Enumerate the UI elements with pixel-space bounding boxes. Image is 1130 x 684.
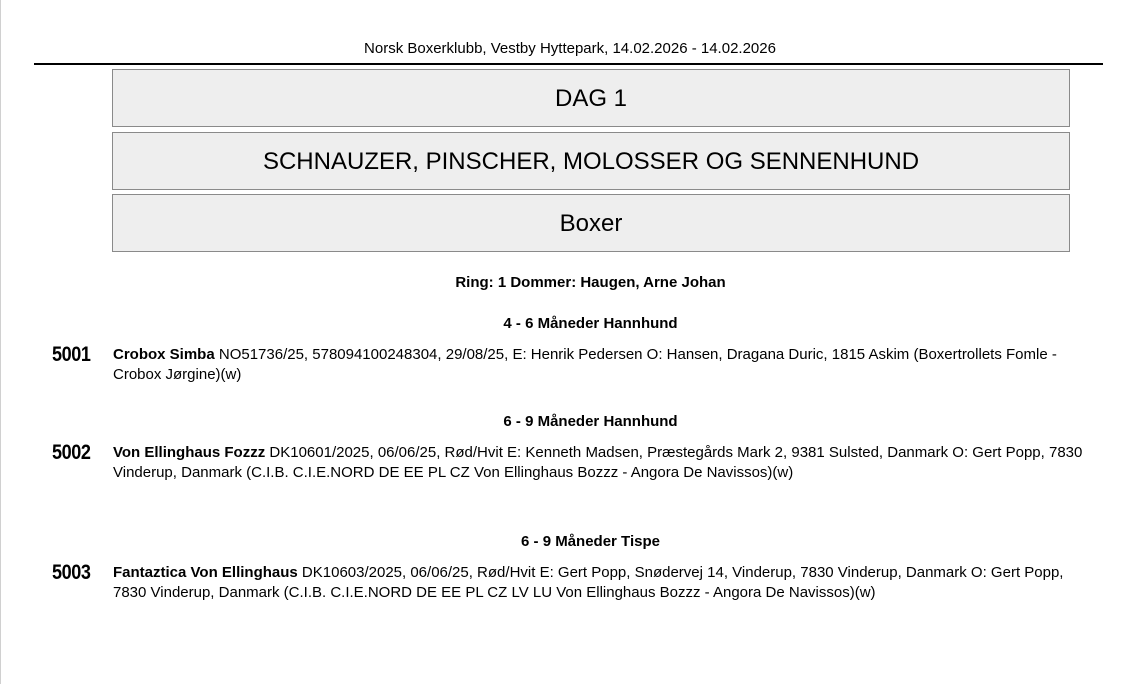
page-border	[0, 0, 1, 684]
dog-details: DK10603/2025, 06/06/25, Rød/Hvit E: Gert Popp, Snødervej 14, Vinderup, 7830 Vinderup, Danmark O: Gert Popp, 7830 Vinderup, Danmark (C.I.B. C.I.E.NORD DE EE PL CZ LV LU Von Ellinghaus Bozzz - Angora De Navissos)(w)	[113, 564, 1064, 601]
catalog-header: Norsk Boxerklubb, Vestby Hyttepark, 14.02.2026 - 14.02.2026	[364, 40, 776, 57]
ring-judge-line: Ring: 1 Dommer: Haugen, Arne Johan	[455, 274, 726, 291]
dog-name: Fantaztica Von Ellinghaus	[113, 564, 298, 581]
day-banner: DAG 1	[112, 69, 1070, 127]
catalog-number: 5003	[52, 561, 91, 584]
entry-description	[113, 443, 1085, 483]
dog-details: NO51736/25, 578094100248304, 29/08/25, E: Henrik Pedersen O: Hansen, Dragana Duric, 1815 Askim (Boxertrollets Fomle - Crobox Jørgine)(w)	[113, 346, 1057, 383]
dog-details: DK10601/2025, 06/06/25, Rød/Hvit E: Kenneth Madsen, Præstegårds Mark 2, 9381 Sulsted, Danmark O: Gert Popp, 7830 Vinderup, Danmark (C.I.B. C.I.E.NORD DE EE PL CZ Von Ellinghaus Bozzz - Angora De Navissos)(w)	[113, 444, 1083, 481]
class-heading: 6 - 9 Måneder Tispe	[521, 533, 660, 550]
entry-description	[113, 563, 1085, 603]
dog-name: Von Ellinghaus Fozzz	[113, 444, 266, 461]
group-banner: SCHNAUZER, PINSCHER, MOLOSSER OG SENNENHUND	[112, 132, 1070, 190]
dog-name: Crobox Simba	[113, 346, 215, 363]
catalog-number: 5002	[52, 441, 91, 464]
class-heading: 4 - 6 Måneder Hannhund	[503, 315, 678, 332]
breed-banner: Boxer	[112, 194, 1070, 252]
header-divider	[34, 63, 1103, 65]
entry-description	[113, 345, 1085, 385]
class-heading: 6 - 9 Måneder Hannhund	[503, 413, 678, 430]
catalog-number: 5001	[52, 343, 91, 366]
